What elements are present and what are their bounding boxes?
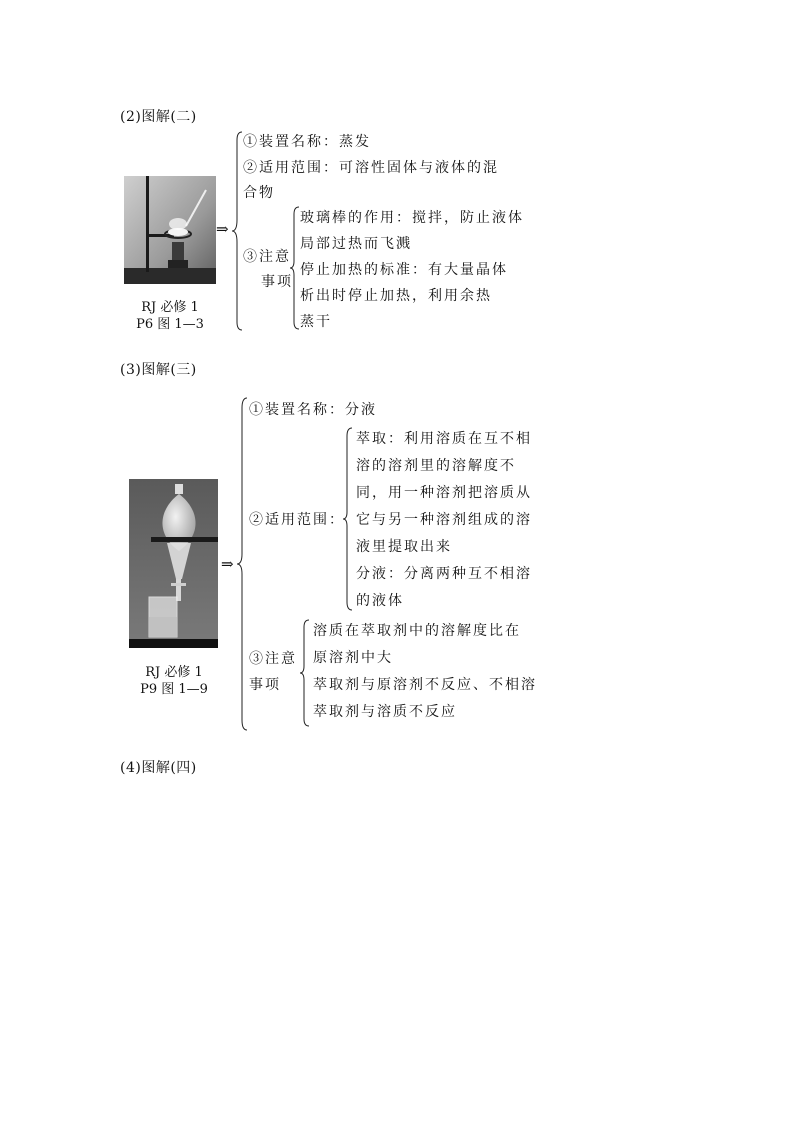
notes-label-line1: ③注意 bbox=[249, 651, 297, 667]
scope-line: 分液：分离两种互不相溶 bbox=[356, 566, 532, 582]
note-line: 溶质在萃取剂中的溶解度比在 bbox=[313, 623, 521, 639]
evaporation-apparatus-illustration bbox=[124, 176, 216, 284]
scope-item-line2: 合物 bbox=[243, 185, 275, 201]
apparatus-name-item: ①装置名称：分液 bbox=[249, 402, 377, 418]
section-heading-4: (4)图解(四) bbox=[120, 760, 197, 776]
evaporating-dish-apparatus-photo bbox=[124, 176, 216, 284]
notes-label-line1: ③注意 bbox=[243, 249, 291, 265]
scope-line: 萃取：利用溶质在互不相 bbox=[356, 431, 532, 447]
scope-line: 溶的溶剂里的溶解度不 bbox=[356, 458, 516, 474]
implies-arrow: ⇒ bbox=[221, 555, 234, 573]
scope-item-label: ②适用范围： bbox=[249, 512, 345, 528]
figure-caption-line1: RJ 必修 1 bbox=[141, 300, 199, 315]
section-heading-2: (2)图解(二) bbox=[120, 109, 197, 125]
note-line: 局部过热而飞溅 bbox=[300, 236, 412, 252]
notes-brace bbox=[300, 620, 310, 726]
note-line: 原溶剂中大 bbox=[313, 650, 393, 666]
note-line: 蒸干 bbox=[300, 314, 332, 330]
note-line: 萃取剂与原溶剂不反应、不相溶 bbox=[313, 677, 537, 693]
separatory-funnel-illustration bbox=[129, 479, 218, 648]
note-line: 停止加热的标准：有大量晶体 bbox=[300, 262, 508, 278]
notes-brace bbox=[290, 207, 300, 329]
scope-item-line1: ②适用范围：可溶性固体与液体的混 bbox=[243, 160, 499, 176]
separatory-funnel-apparatus-photo bbox=[129, 479, 218, 648]
section-heading-3: (3)图解(三) bbox=[120, 362, 197, 378]
note-line: 玻璃棒的作用：搅拌，防止液体 bbox=[300, 210, 524, 226]
outer-brace bbox=[237, 398, 249, 730]
apparatus-name-item: ①装置名称：蒸发 bbox=[243, 134, 371, 150]
scope-line: 的液体 bbox=[356, 593, 404, 609]
note-line: 析出时停止加热，利用余热 bbox=[300, 288, 492, 304]
implies-arrow: ⇒ bbox=[216, 220, 229, 238]
scope-line: 它与另一种溶剂组成的溶 bbox=[356, 512, 532, 528]
scope-brace bbox=[343, 428, 353, 610]
figure-caption-line1: RJ 必修 1 bbox=[145, 665, 203, 680]
figure-caption-line2: P6 图 1—3 bbox=[136, 317, 204, 332]
scope-line: 液里提取出来 bbox=[356, 539, 452, 555]
note-line: 萃取剂与溶质不反应 bbox=[313, 704, 457, 720]
notes-label-line2: 事项 bbox=[261, 274, 293, 290]
figure-caption-line2: P9 图 1—9 bbox=[140, 682, 208, 697]
notes-label-line2: 事项 bbox=[249, 677, 281, 693]
scope-line: 同，用一种溶剂把溶质从 bbox=[356, 485, 532, 501]
